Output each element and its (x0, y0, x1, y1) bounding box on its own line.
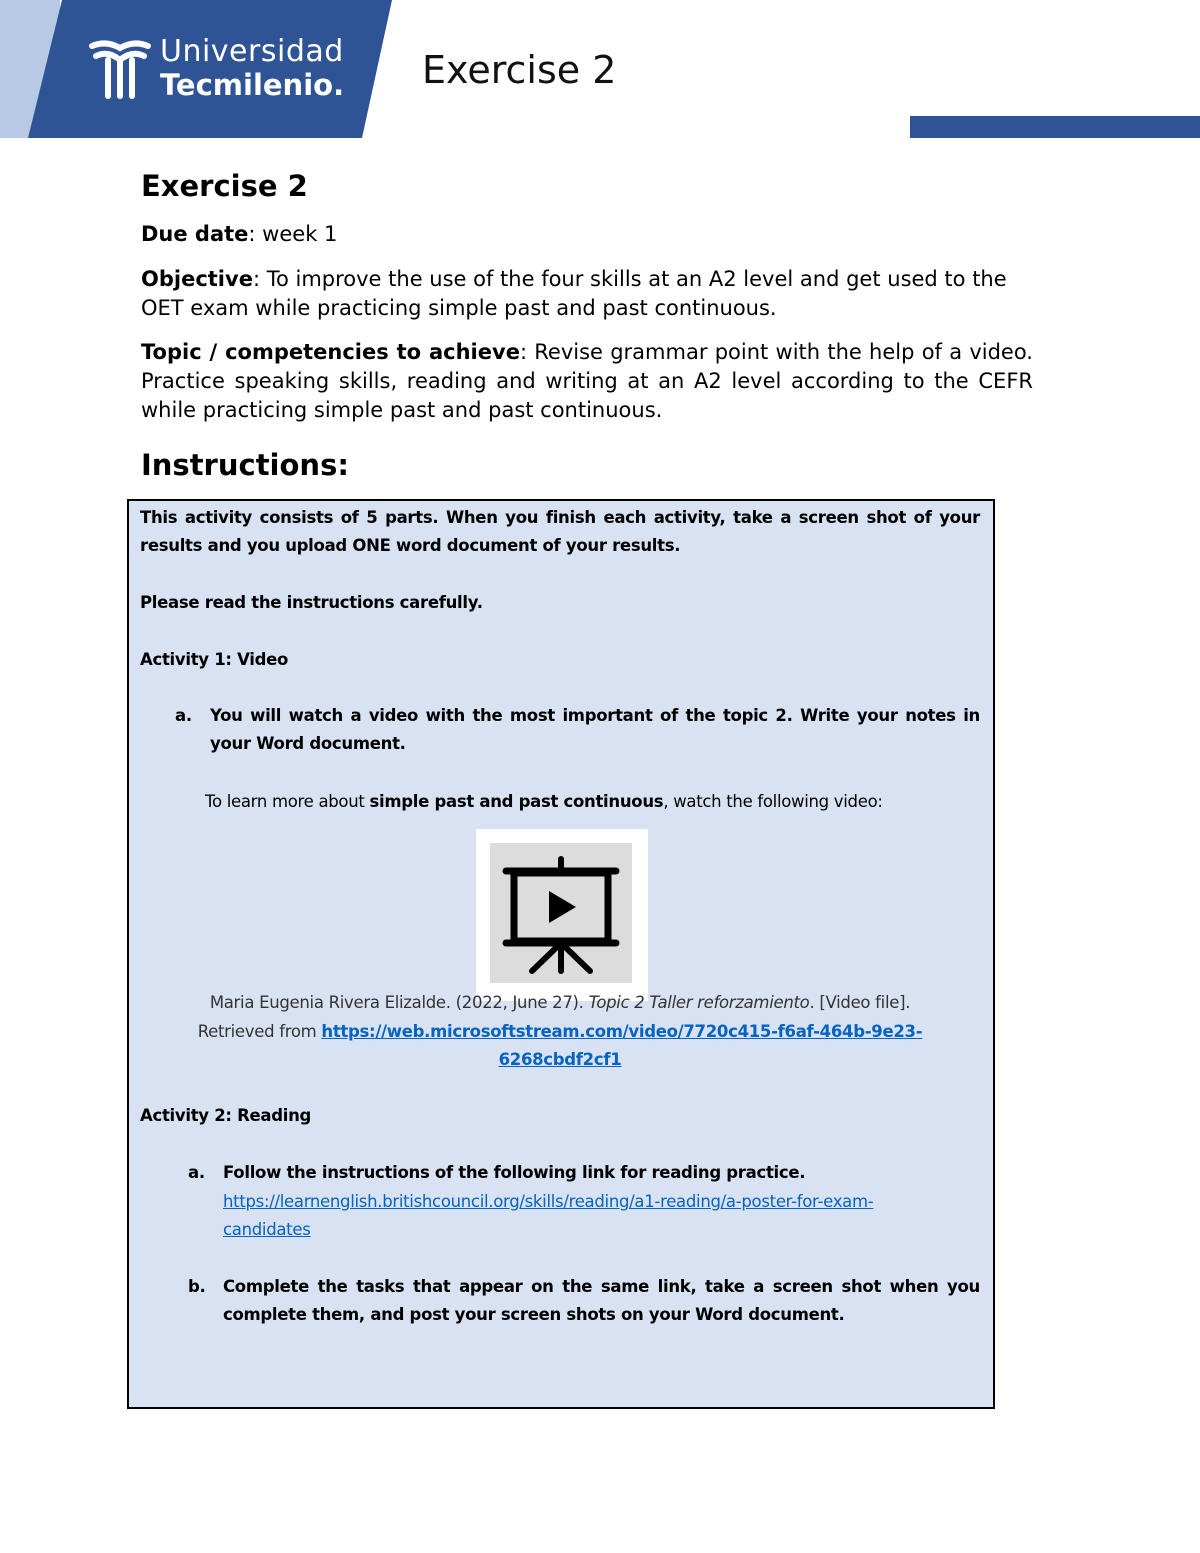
main-content (141, 166, 1033, 482)
university-logo (88, 34, 348, 104)
header-title: Exercise 2 (422, 48, 617, 92)
read-carefully-text: Please read the instructions carefully. (140, 593, 483, 612)
activity1-item-marker: a. (175, 706, 192, 725)
header-accent-bar (910, 116, 1200, 138)
learn-more-post: , watch the following video: (663, 792, 883, 811)
learn-more-line (205, 788, 883, 816)
video-link[interactable]: https://web.microsoftstream.com/video/7720c415-f6af-464b-9e23- (321, 1022, 923, 1041)
video-link-continued-line (140, 1046, 980, 1074)
activity2-item-a-text: Follow the instructions of the following link for reading practice. (223, 1163, 806, 1182)
activity2-item-b-marker: b. (188, 1277, 206, 1296)
topic-label: Topic / competencies to achieve (141, 340, 520, 364)
activity2-item-a-marker: a. (188, 1163, 205, 1182)
due-date-line (141, 220, 1033, 249)
topic-paragraph (141, 338, 1033, 425)
video-thumbnail[interactable] (476, 829, 648, 1001)
objective-paragraph (141, 265, 1033, 323)
intro-text: This activity consists of 5 parts. When you finish each activity, take a screen shot of your results and you upload ONE word document of your results. (140, 508, 980, 555)
logo-text-tecmilenio: Tecmilenio. (160, 68, 345, 102)
reading-link[interactable]: https://learnenglish.britishcouncil.org/skills/reading/a1-reading/a-poster-for-exam- (223, 1192, 874, 1211)
citation-title: Topic 2 Taller reforzamiento (588, 993, 810, 1012)
video-link-continued[interactable]: 6268cbdf2cf1 (498, 1050, 622, 1069)
activity2-title: Activity 2: Reading (140, 1106, 312, 1125)
video-citation (140, 989, 980, 1017)
activity1-title: Activity 1: Video (140, 650, 289, 669)
retrieved-line (140, 1018, 980, 1046)
instructions-heading: Instructions: (141, 448, 349, 482)
due-date-label: Due date (141, 222, 249, 246)
reading-link-line (223, 1188, 873, 1216)
citation-author: Maria Eugenia Rivera Elizalde. (2022, June 27). (209, 993, 589, 1012)
due-date-value: : week 1 (248, 222, 338, 246)
instructions-box (127, 499, 995, 1409)
activity2-item-b-text: Complete the tasks that appear on the same link, take a screen shot when you complete them, and post your screen shots on your Word document. (223, 1277, 980, 1324)
video-thumbnail-frame (490, 843, 632, 983)
learn-more-topic: simple past and past continuous (369, 792, 664, 811)
objective-text: : To improve the use of the four skills at an A2 level and get used to the OET exam while practicing simple past and past continuous. (141, 267, 1007, 320)
logo-text-universidad: Universidad (160, 34, 344, 69)
presentation-play-icon (490, 843, 632, 983)
page-header (0, 0, 1200, 140)
reading-link-continued-line (223, 1216, 311, 1244)
topic-text: : Revise grammar point with the help of a video. Practice speaking skills, reading and writing at an A2 level according to the CEFR while practicing simple past and past continuous. (141, 340, 1033, 422)
exercise-heading: Exercise 2 (141, 169, 308, 203)
objective-label: Objective (141, 267, 253, 291)
citation-post: . [Video file]. (809, 993, 911, 1012)
reading-link-continued[interactable]: candidates (223, 1220, 311, 1239)
logo-mark-icon (88, 34, 152, 100)
retrieved-label: Retrieved from (197, 1022, 322, 1041)
learn-more-pre: To learn more about (205, 792, 370, 811)
activity1-item-text: You will watch a video with the most important of the topic 2. Write your notes in your Word document. (210, 706, 980, 753)
